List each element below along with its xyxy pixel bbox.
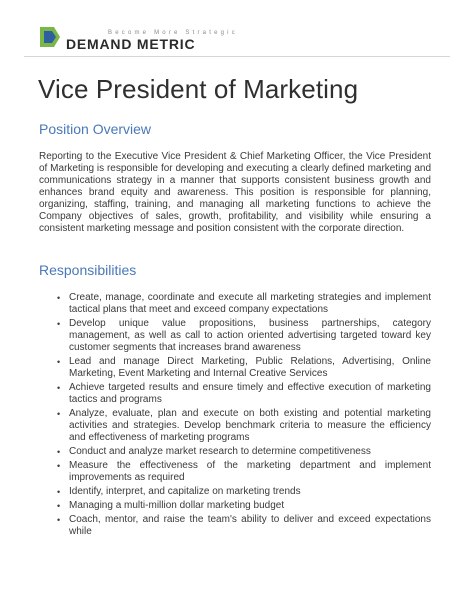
list-item [39, 514, 431, 538]
list-item [39, 356, 431, 380]
list-item [39, 460, 431, 484]
list-item-text: Achieve targeted results and ensure timely and effective execution of marketing tactics and programs [69, 382, 431, 405]
list-item-text: Conduct and analyze market research to determine competitiveness [69, 446, 371, 457]
list-item-text: Analyze, evaluate, plan and execute on both existing and potential marketing activities and strategies. Develop benchmark criteria to measure the efficiency and effectiveness of marketing programs [69, 408, 431, 443]
bullet-icon: • [57, 487, 61, 497]
list-item [39, 446, 431, 458]
logo-wordmark: DEMAND METRIC [66, 36, 196, 52]
bullet-icon: • [57, 357, 61, 367]
bullet-icon: • [57, 515, 61, 525]
list-item [39, 292, 431, 316]
list-item [39, 318, 431, 354]
header [40, 18, 440, 58]
bullet-icon: • [57, 319, 61, 329]
logo-tagline: Become More Strategic [108, 30, 238, 36]
logo-icon [40, 27, 60, 47]
header-divider [24, 56, 450, 57]
list-item [39, 486, 431, 498]
list-item-text: Lead and manage Direct Marketing, Public Relations, Advertising, Online Marketing, Event Marketing and Internal Creative Services [69, 356, 431, 379]
position-overview-paragraph: Reporting to the Executive Vice President & Chief Marketing Officer, the Vice President of Marketing is responsible for developing and executing a clearly defined marketing and communications strategy in a manner that supports consistent business growth and enhances brand equity and awareness. This position is responsible for planning, organizing, staffing, training, and managing all marketing functions to achieve the Company objectives of sales, growth, profitability, and visibility while ensuring a consistent marketing message and position consistent with the corporate direction. [39, 151, 431, 234]
bullet-icon: • [57, 383, 61, 393]
bullet-icon: • [57, 501, 61, 511]
list-item-text: Develop unique value propositions, business partnerships, category management, as well as call to action oriented advertising targeted toward key customer segments that increases brand awareness [69, 318, 431, 353]
list-item [39, 500, 431, 512]
bullet-icon: • [57, 409, 61, 419]
list-item-text: Identify, interpret, and capitalize on marketing trends [69, 486, 301, 497]
bullet-icon: • [57, 461, 61, 471]
bullet-icon: • [57, 447, 61, 457]
list-item-text: Managing a multi-million dollar marketing budget [69, 500, 285, 511]
list-item [39, 382, 431, 406]
responsibilities-list [39, 292, 431, 540]
page-title: Vice President of Marketing [38, 74, 359, 104]
responsibilities-heading: Responsibilities [39, 262, 137, 278]
list-item-text: Measure the effectiveness of the marketing department and implement improvements as required [69, 460, 431, 483]
list-item-text: Create, manage, coordinate and execute all marketing strategies and implement tactical plans that meet and exceed company expectations [69, 292, 431, 315]
bullet-icon: • [57, 293, 61, 303]
position-overview-heading: Position Overview [39, 121, 152, 137]
list-item [39, 408, 431, 444]
list-item-text: Coach, mentor, and raise the team's ability to deliver and exceed expectations while [69, 514, 431, 537]
